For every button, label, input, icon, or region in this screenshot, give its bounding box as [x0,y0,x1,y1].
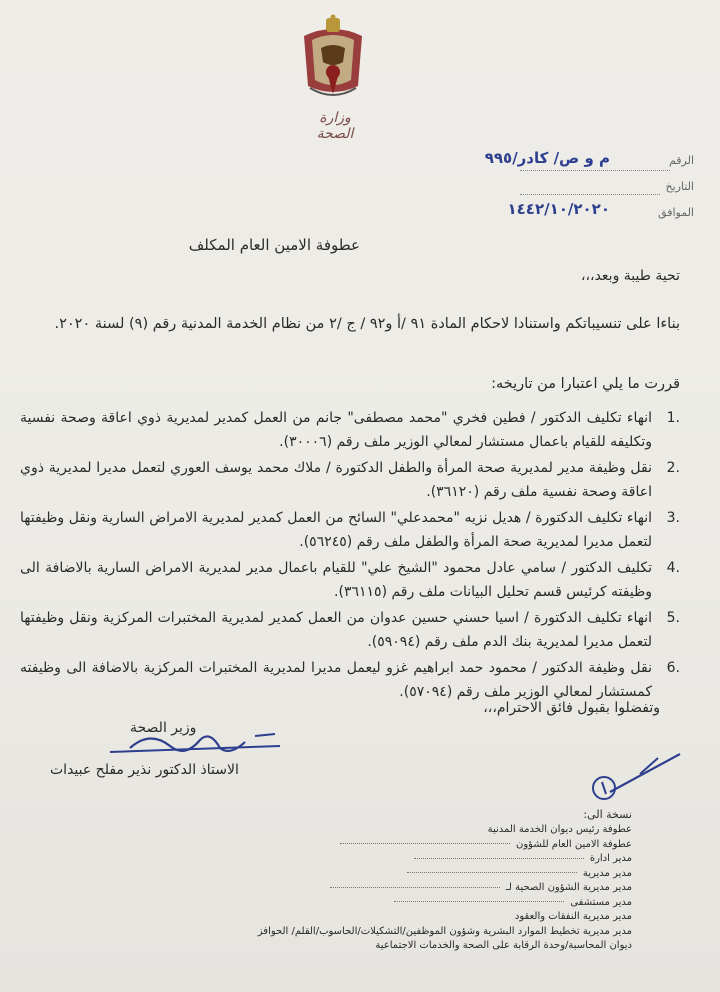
item-text: نقل وظيفة الدكتور / محمود حمد ابراهيم غزو ليعمل مديرا لمديرية المختبرات المركزية بالاضافة الى وظيفته كمستشار لمعالي الوزير ملف رقم (٥٧٠٩٤). [20,660,652,700]
copy-recipient: عطوفة رئيس ديوان الخدمة المدنية [487,824,632,835]
copy-recipient: مدير ادارة [92,852,632,867]
item-number: 4. [666,560,680,576]
item-number: 6. [666,660,680,676]
item-text: انهاء تكليف الدكتور / فطين فخري "محمد مصطفى" جانم من العمل كمدير لمديرية ذوي اعاقة وصحة نفسية وتكليفه للقيام باعمال مستشار لمعالي الوزير ملف رقم (٣٠٠٠٦). [20,410,652,450]
date-label: التاريخ [665,180,694,193]
coat-of-arms-emblem [298,14,368,106]
ref-value: م و ص/ كادر/٩٩٥ [484,149,610,167]
copy-recipient: مدير مديرية النفقات والعقود [514,911,632,922]
signatory-name: الاستاذ الدكتور نذير مفلح عبيدات [50,762,239,778]
resolution-heading: قررت ما يلي اعتبارا من تاريخه: [491,376,680,392]
copy-recipient: عطوفة الامين العام للشؤون [92,838,632,853]
item-text: تكليف الدكتور / سامي عادل محمود "الشيخ علي" للقيام باعمال مدير لمديرية الامراض السارية بالاضافة الى وظيفته كرئيس قسم تحليل البيانات ملف رقم (٣٦١١٥). [20,560,652,600]
addressee: عطوفة الامين العام المكلف [188,236,360,254]
date-dotted-line [520,194,660,195]
hijri-label: الموافق [658,206,694,219]
item-number: 5. [666,610,680,626]
decision-item [20,606,680,654]
copy-recipient: مدير مديرية الشؤون الصحية لـ [92,881,632,896]
copy-recipient: ديوان المحاسبة/وحدة الرقابة على الصحة والخدمات الاجتماعية [375,940,632,951]
copy-recipient: مدير مديرية تخطيط الموارد البشرية وشؤون الموظفين/التشكيلات/الحاسوب/القلم/ الحوافز [257,925,632,937]
copies-heading: نسخة الى: [583,808,632,821]
signatory-title: وزير الصحة [130,720,197,736]
intro-paragraph: بناءا على تنسيباتكم واستنادا لاحكام المادة ٩١ /أ و٩٢ / ج /٢ من نظام الخدمة المدنية رقم (٩) لسنة ٢٠٢٠. [54,316,680,332]
item-text: انهاء تكليف الدكتورة / هديل نزيه "محمدعلي" السائح من العمل كمدير لمديرية الامراض السارية ونقل وظيفتها لتعمل مديرا لمديرية صحة المرأة والطفل ملف رقم (٥٦٢٤٥). [20,510,652,550]
decision-item [20,506,680,554]
copies-list [92,808,632,954]
decision-item [20,556,680,604]
item-number: 1. [666,410,680,426]
item-text: انهاء تكليف الدكتورة / اسيا حسني حسين عدوان من العمل كمدير لمديرية المختبرات المركزية ونقل وظيفتها لتعمل مديرا لمديرية بنك الدم ملف رقم (٥٩٠٩٤). [20,610,652,650]
hijri-value: ١٤٤٢/١٠/٢٠٢٠ [507,200,610,218]
decision-item [20,656,680,704]
ref-dotted-line [520,170,670,171]
ref-label: الرقم [668,154,694,167]
decision-item [20,406,680,454]
decision-list [20,406,680,706]
copy-recipient: مدير مديرية [92,867,632,882]
item-number: 3. [666,510,680,526]
ministry-name: وزارة الصحة [316,110,354,142]
greeting: تحية طيبة وبعد،،، [581,268,680,284]
copy-recipient: مدير مستشفى [92,896,632,911]
item-number: 2. [666,460,680,476]
item-text: نقل وظيفة مدير لمديرية صحة المرأة والطفل الدكتورة / ملاك محمد يوسف العوري لتعمل مديرا لمديرية ذوي اعاقة وصحة نفسية ملف رقم (٣٦١٢٠). [20,460,652,500]
decision-item [20,456,680,504]
handwritten-initials [580,748,690,808]
closing-line: وتفضلوا بقبول فائق الاحترام،،، [483,700,660,716]
